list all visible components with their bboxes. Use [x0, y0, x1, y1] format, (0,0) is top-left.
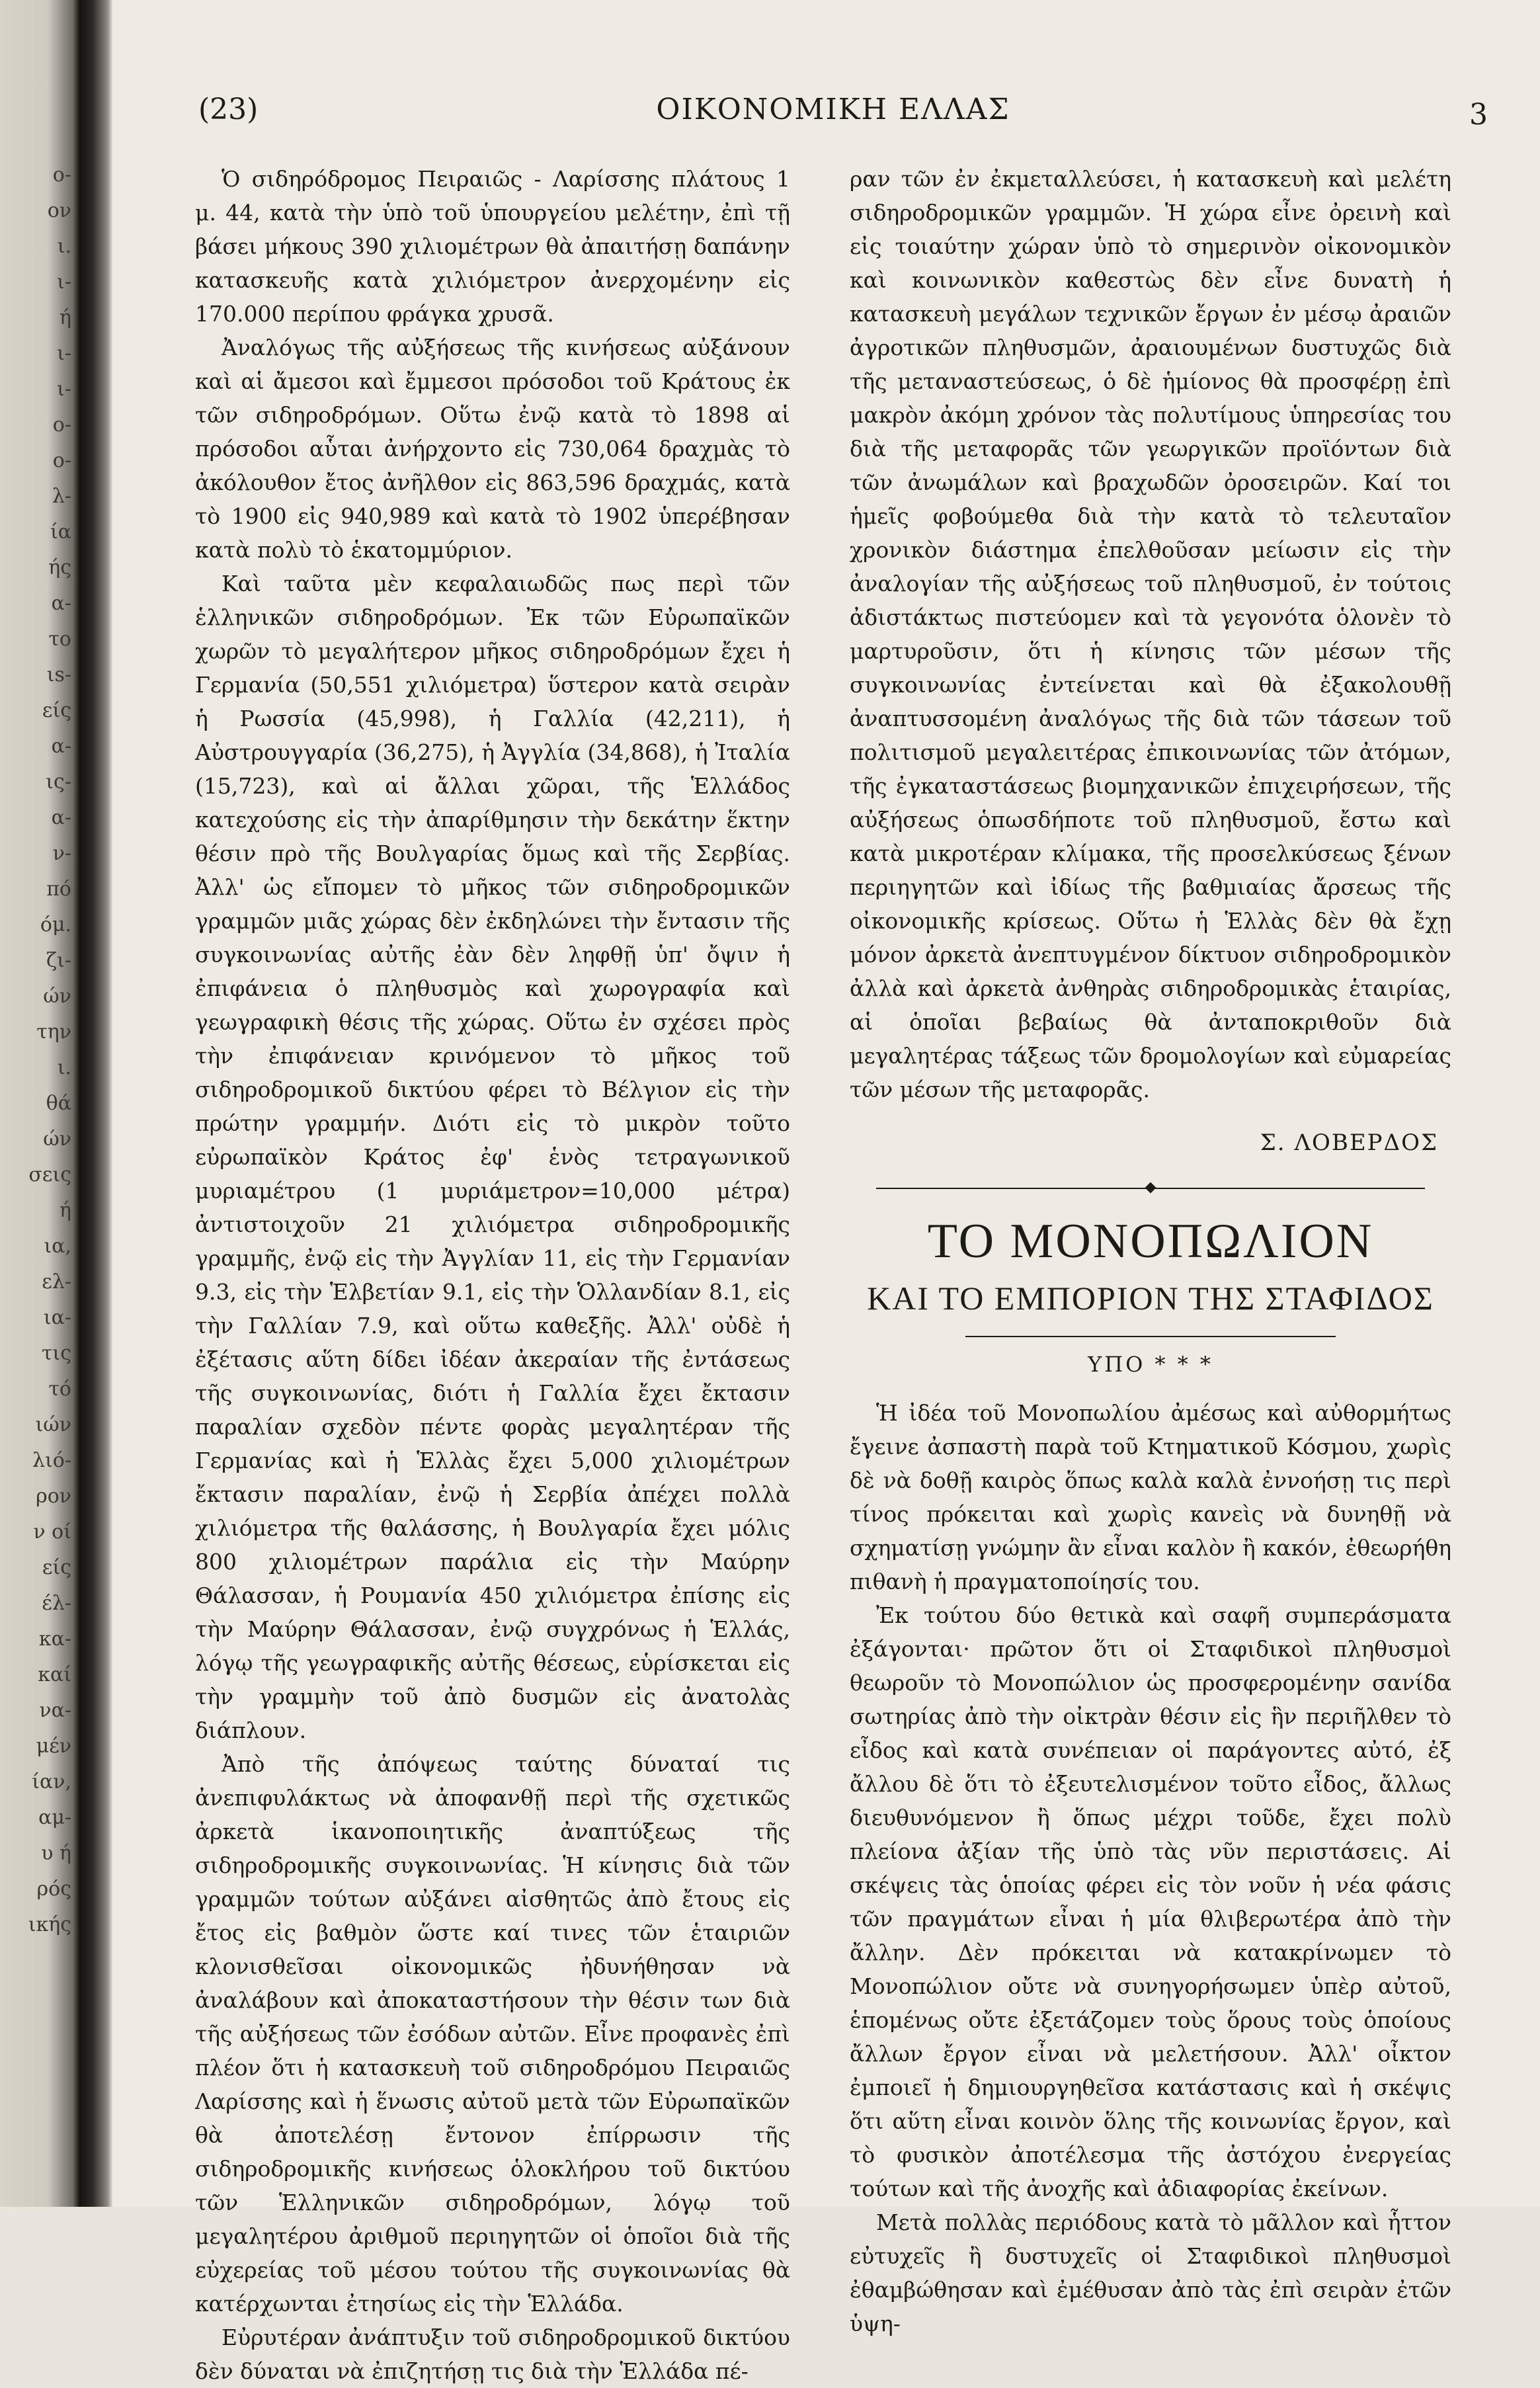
margin-fragment: ίαν,	[32, 1770, 71, 1793]
margin-fragment: υ ή	[41, 1842, 71, 1865]
margin-fragment: α-	[51, 735, 71, 758]
margin-fragment: ο-	[52, 163, 71, 186]
margin-fragment: έλ-	[42, 1592, 71, 1615]
margin-fragment: ελ-	[42, 1270, 71, 1294]
margin-fragment: ο-	[52, 449, 71, 472]
journal-page	[112, 0, 1540, 2384]
margin-fragment: καί	[38, 1663, 71, 1686]
margin-fragment: ον	[47, 199, 71, 222]
margin-fragment: ής	[48, 556, 71, 579]
article-byline: ΥΠΟ * * *	[1088, 1352, 1213, 1377]
paragraph: Ἐκ τούτου δύο θετικὰ καὶ σαφῆ συμπεράσματα ἐξάγονται· πρῶτον ὅτι οἱ Σταφιδικοὶ πληθυσμοὶ θεωροῦν τὸ Μονοπώλιον ὡς προσφερομένην σανίδα σωτηρίας ἀπὸ τὴν οἰκτρὰν θέσιν εἰς ἣν περιῆλθεν τὸ εἶδος καὶ κατὰ συνέπειαν οἱ παράγοντες αὐτό, ἐξ ἄλλου δὲ ὅτι τὸ ἐξευτελισμένον τοῦτο εἶδος, ἄλλως διευθυνόμενον ἢ ὅπως μέχρι τοῦδε, ἔχει πολὺ πλείονα ἀξίαν τῆς ὑπὸ τὰς νῦν περιστάσεις. Αἱ σκέψεις τὰς ὁποίας φέρει εἰς τὸν νοῦν ἡ νέα φάσις τῶν πραγμάτων εἶναι ἡ μία θλιβερωτέρα ἀπὸ τὴν ἄλλην. Δὲν πρόκειται νὰ κατακρίνωμεν τὸ Μονοπώλιον οὔτε νὰ συνηγορήσωμεν ὑπὲρ αὐτοῦ, ἑπομένως οὔτε ἐξετάζομεν τοὺς ὅρους τοὺς ὁποίους ἄλλων ἔργον εἶναι νὰ μελετήσουν. Ἀλλ' οἶκτον ἐμποιεῖ ἡ δημιουργηθεῖσα κατάστασις καὶ ἡ σκέψις ὅτι αὕτη εἶναι κοινὸν ὅλης τῆς κοινωνίας ἔργον, καὶ τὸ φυσικὸν ἀποτέλεσμα τῆς ἀστόχου ἐνεργείας τούτων καὶ τῆς ἀνοχῆς καὶ ἀδιαφορίας ἐκείνων.	[850, 1602, 1451, 2202]
article-title: ΤΟ ΜΟΝΟΠΩΛΙΟΝ	[927, 1214, 1374, 1268]
paragraph: Μετὰ πολλὰς περιόδους κατὰ τὸ μᾶλλον καὶ ἧττον εὐτυχεῖς ἢ δυστυχεῖς οἱ Σταφιδικοὶ πληθυσμοὶ ἐθαμβώθησαν καὶ ἐμέθυσαν ἀπὸ τὰς ἐπὶ σειρὰν ἐτῶν ὑψη-	[850, 2209, 1451, 2336]
book-gutter-shadow	[79, 0, 112, 2207]
paragraph: Ἀναλόγως τῆς αὐξήσεως τῆς κινήσεως αὐξάνουν καὶ αἱ ἄμεσοι καὶ ἔμμεσοι πρόσοδοι τοῦ Κράτους ἐκ τῶν σιδηροδρόμων. Οὕτω ἐνῷ κατὰ τὸ 1898 αἱ πρόσοδοι αὗται ἀνήρχοντο εἰς 730,064 δραχμὰς τὸ ἀκόλουθον ἔτος ἀνῆλθον εἰς 863,596 δραχμάς, κατὰ τὸ 1900 εἰς 940,989 καὶ κατὰ τὸ 1902 ὑπερέβησαν κατὰ πολὺ τὸ ἑκατομμύριον.	[195, 335, 790, 563]
margin-fragment: το	[48, 628, 71, 651]
margin-fragment: σεις	[28, 1163, 71, 1186]
page-number: 3	[1469, 98, 1488, 132]
margin-fragment: ι.	[57, 235, 71, 258]
margin-fragment: ρός	[36, 1877, 71, 1901]
margin-fragment: ια,	[44, 1235, 71, 1258]
margin-fragment: ή	[60, 306, 71, 329]
running-header	[198, 93, 1488, 132]
continued-paragraph: ραν τῶν ἐν ἐκμεταλλεύσει, ἡ κατασκευὴ καὶ μελέτη σιδηροδρομικῶν γραμμῶν. Ἡ χώρα εἶνε ὀρεινὴ καὶ εἰς τοιαύτην χώραν ὑπὸ τὸ σημερινὸν οἰκονομικὸν καὶ κοινωνικὸν καθεστὼς δὲν εἶνε δυνατὴ ἡ κατασκευὴ μεγάλων τεχνικῶν ἔργων ἐν μέσῳ ἀραιῶν ἀγροτικῶν πληθυσμῶν, ἀραιουμένων δυστυχῶς διὰ τῆς μεταναστεύσεως, ὁ δὲ ἡμίονος θὰ προσφέρῃ ἐπὶ μακρὸν ἀκόμη χρόνον τὰς πολυτίμους ὑπηρεσίας του διὰ τῆς μεταφορᾶς τῶν γεωργικῶν προϊόντων διὰ τῶν ἀνωμάλων καὶ βραχωδῶν ὀροσειρῶν. Καί τοι ἡμεῖς φοβούμεθα διὰ τὴν κατὰ τὸ τελευταῖον χρονικὸν διάστημα ἐπελθοῦσαν μείωσιν εἰς τὴν ἀναλογίαν τῆς αὐξήσεως τοῦ πληθυσμοῦ, ἐν τούτοις ἀδιστάκτως πιστεύομεν καὶ τὰ γεγονότα ὁλονὲν τὸ μαρτυροῦσιν, ὅτι ἡ κίνησις τῶν μέσων τῆς συγκοινωνίας ἐντείνεται καὶ θὰ ἐξακολουθῇ ἀναπτυσσομένη ἀναλόγως τῆς διὰ τῶν τάσεων τοῦ πολιτισμοῦ μεγαλειτέρας ἐπικοινωνίας τῶν ἀτόμων, τῆς ἐγκαταστάσεως βιομηχανικῶν ἐπιχειρήσεων, τῆς αὐξήσεως ὁπωσδήποτε τοῦ πληθυσμοῦ, ἔστω καὶ κατὰ μικροτέραν κλίμακα, τῆς προσελκύσεως ξένων περιηγητῶν καὶ ἰδίως τῆς βαθμιαίας ἄρσεως τῆς οἰκονομικῆς κρίσεως. Οὕτω ἡ Ἑλλὰς δὲν θὰ ἔχῃ μόνον ἀρκετὰ ἀνεπτυγμένον δίκτυον σιδηροδρομικὸν ἀλλὰ καὶ ἀρκετὰ ἀνθηρὰς σιδηροδρομικὰς ἑταιρίας, αἱ ὁποῖαι βεβαίως θὰ ἀνταποκριθοῦν διὰ μεγαλητέρας τάξεως τῶν δρομολογίων καὶ εὐμαρείας τῶν μέσων τῆς μεταφορᾶς.	[850, 166, 1451, 1102]
divider-ornament-icon	[1145, 1182, 1156, 1194]
margin-fragment: ικής	[28, 1913, 71, 1936]
margin-fragment: μέν	[36, 1735, 71, 1758]
paragraph: Καὶ ταῦτα μὲν κεφαλαιωδῶς πως περὶ τῶν ἑλληνικῶν σιδηροδρόμων. Ἐκ τῶν Εὐρωπαϊκῶν χωρῶν τὸ μεγαλήτερον μῆκος σιδηροδρόμων ἔχει ἡ Γερμανία (50,551 χιλιόμετρα) ὕστερον κατὰ σειρὰν ἡ Ρωσσία (45,998), ἡ Γαλλία (42,211), ἡ Αὐστρουγγαρία (36,275), ἡ Ἀγγλία (34,868), ἡ Ἰταλία (15,723), καὶ αἱ ἄλλαι χῶραι, τῆς Ἑλλάδος κατεχούσης εἰς τὴν ἀπαρίθμησιν τὴν δεκάτην ἕκτην θέσιν πρὸ τῆς Βουλγαρίας ὅμως καὶ τῆς Σερβίας. Ἀλλ' ὡς εἴπομεν τὸ μῆκος τῶν σιδηροδρομικῶν γραμμῶν μιᾶς χώρας δὲν ἐκδηλώνει τὴν ἔντασιν τῆς συγκοινωνίας αὐτῆς ἐὰν δὲν ληφθῇ ὑπ' ὄψιν ἡ ἐπιφάνεια ὁ πληθυσμὸς καὶ χωρογραφία καὶ γεωγραφικὴ θέσις τῆς χώρας. Οὕτω ἐν σχέσει πρὸς τὴν ἐπιφάνειαν κρινόμενον τὸ μῆκος τοῦ σιδηροδρομικοῦ δικτύου φέρει τὸ Βέλγιον εἰς τὴν πρώτην γραμμήν. Διότι εἰς τὸ μικρὸν τοῦτο εὐρωπαϊκὸν Κράτος ἐφ' ἑνὸς τετραγωνικοῦ μυριαμέτρου (1 μυριάμετρον=10,000 μέτρα) ἀντιστοιχοῦν 21 χιλιόμετρα σιδηροδρομικῆς γραμμῆς, ἐνῷ εἰς τὴν Ἀγγλίαν 11, εἰς τὴν Γερμανίαν 9.3, εἰς τὴν Ἑλβετίαν 9.1, εἰς τὴν Ὁλλανδίαν 8.1, εἰς τὴν Γαλλίαν 7.9, καὶ οὕτω καθεξῆς. Ἀλλ' οὐδὲ ἡ ἐξέτασις αὕτη δίδει ἰδέαν ἀκεραίαν τῆς ἐντάσεως τῆς συγκοινωνίας, διότι ἡ Γαλλία ἔχει ἔκτασιν παραλίαν σχεδὸν πέντε φορὰς μεγαλητέραν τῆς Γερμανίας καὶ ἡ Ἑλλὰς ἔχει 5,000 χιλιομέτρων ἔκτασιν παραλίαν, ἐνῷ ἡ Σερβία ἀπέχει πολλὰ χιλιόμετρα τῆς θαλάσσης, ἡ Βουλγαρία ἔχει μόλις 800 χιλιομέτρων παράλια εἰς τὴν Μαύρην Θάλασσαν, ἡ Ρουμανία 450 χιλιόμετρα ἐπίσης εἰς τὴν Μαύρην Θάλασσαν, ἐνῷ συγχρόνως ἡ Ἑλλάς, λόγῳ τῆς γεωγραφικῆς αὐτῆς θέσεως, εὑρίσκεται εἰς τὴν γραμμὴν τοῦ ἀπὸ δυσμῶν εἰς ἀνατολὰς διάπλουν.	[195, 571, 790, 1743]
margin-fragment: α-	[51, 806, 71, 829]
paragraph: Ἡ ἰδέα τοῦ Μονοπωλίου ἀμέσως καὶ αὐθορμήτως ἔγεινε ἀσπαστὴ παρὰ τοῦ Κτηματικοῦ Κόσμου, χωρὶς δὲ νὰ δοθῇ καιρὸς ὅπως καλὰ καλὰ ἐννοήσῃ τις περὶ τίνος πρόκειται καὶ χωρὶς κανεὶς νὰ δυνηθῇ νὰ σχηματίσῃ γνώμην ἂν εἶναι καλὸν ἢ κακόν, ἐθεωρήθη πιθανὴ ἡ πραγματοποίησίς του.	[850, 1400, 1451, 1594]
paragraph: Εὐρυτέραν ἀνάπτυξιν τοῦ σιδηροδρομικοῦ δικτύου δὲν δύναται νὰ ἐπιζητήσῃ τις διὰ τὴν Ἑλλάδα πέ-	[195, 2325, 790, 2384]
title-rule	[965, 1336, 1336, 1337]
margin-fragment: λιό-	[32, 1449, 71, 1472]
margin-fragment: ρον	[36, 1485, 71, 1508]
margin-fragment: την	[36, 1020, 71, 1044]
margin-fragment: τό	[48, 1378, 71, 1401]
left-column	[195, 162, 790, 2388]
margin-fragment: ζι-	[46, 949, 71, 972]
margin-fragment: ν-	[52, 842, 71, 865]
margin-fragment: ών	[43, 1128, 71, 1151]
margin-fragment: ιs-	[46, 663, 71, 686]
section-divider	[876, 1178, 1425, 1198]
article-subtitle: ΚΑΙ ΤΟ ΕΜΠΟΡΙΟΝ ΤΗΣ ΣΤΑΦΙΔΟΣ	[867, 1280, 1434, 1317]
margin-fragment: είς	[42, 699, 71, 722]
margin-fragment: ι-	[57, 270, 71, 294]
margin-fragment: ι.	[57, 1056, 71, 1079]
margin-fragment: όμ.	[40, 913, 71, 936]
margin-fragment: ή	[60, 1199, 71, 1222]
margin-fragment: ι-	[57, 342, 71, 365]
margin-fragment: ια-	[43, 1306, 71, 1329]
margin-fragment: ία	[50, 520, 71, 544]
margin-fragment: ιών	[35, 1413, 71, 1436]
margin-fragment: λ-	[52, 485, 71, 508]
margin-fragment: α-	[51, 592, 71, 615]
issue-page-label: (23)	[198, 93, 259, 126]
author-signature: Σ. ΛΟΒΕΡΔΟΣ	[1260, 1130, 1438, 1156]
margin-fragment: τις	[41, 1342, 71, 1365]
margin-fragment: θά	[46, 1092, 71, 1115]
margin-fragment: είς	[42, 1556, 71, 1579]
margin-fragment: να-	[39, 1699, 71, 1722]
margin-fragment: ών	[43, 985, 71, 1008]
margin-fragment: πό	[46, 878, 71, 901]
paragraph: Ὁ σιδηρόδρομος Πειραιῶς - Λαρίσσης πλάτους 1 μ. 44, κατὰ τὴν ὑπὸ τοῦ ὑπουργείου μελέτην, ἐπὶ τῇ βάσει μήκους 390 χιλιομέτρων θὰ ἀπαιτήσῃ δαπάνην κατασκευῆς κατὰ χιλιόμετρον ἀνερχομένην εἰς 170.000 περίπου φράγκα χρυσᾶ.	[195, 166, 790, 327]
margin-fragment: κα-	[38, 1627, 71, 1651]
right-column	[850, 162, 1451, 2340]
margin-fragment: ις-	[46, 770, 71, 794]
journal-title: ΟΙΚΟΝΟΜΙΚΗ ΕΛΛΑΣ	[656, 93, 1010, 126]
margin-fragment: ο-	[52, 413, 71, 436]
margin-fragment: ν οί	[33, 1520, 71, 1544]
paragraph: Ἀπὸ τῆς ἀπόψεως ταύτης δύναταί τις ἀνεπιφυλάκτως νὰ ἀποφανθῇ περὶ τῆς σχετικῶς ἀρκετὰ ἱκανοποιητικῆς ἀναπτύξεως τῆς σιδηροδρομικῆς συγκοινωνίας. Ἡ κίνησις διὰ τῶν γραμμῶν τούτων αὐξάνει αἰσθητῶς ἀπὸ ἔτους εἰς ἔτος εἰς βαθμὸν ὥστε καί τινες τῶν ἑταιριῶν κλονισθεῖσαι οἰκονομικῶς ἠδυνήθησαν νὰ ἀναλάβουν καὶ ἀποκαταστήσουν τὴν θέσιν των διὰ τῆς αὐξήσεως τῶν ἐσόδων αὐτῶν. Εἶνε προφανὲς ἐπὶ πλέον ὅτι ἡ κατασκευὴ τοῦ σιδηροδρόμου Πειραιῶς Λαρίσσης καὶ ἡ ἕνωσις αὐτοῦ μετὰ τῶν Εὐρωπαϊκῶν θὰ ἀποτελέσῃ ἔντονον ἐπίρρωσιν τῆς σιδηροδρομικῆς κινήσεως ὁλοκλήρου τοῦ δικτύου τῶν Ἑλληνικῶν σιδηροδρόμων, λόγῳ τοῦ μεγαλητέρου ἀριθμοῦ περιηγητῶν οἱ ὁποῖοι διὰ τῆς εὐχερείας τοῦ μέσου τούτου τῆς συγκοινωνίας θὰ κατέρχωνται ἐτησίως εἰς τὴν Ἑλλάδα.	[195, 1751, 790, 2317]
margin-fragment: ι-	[57, 378, 71, 401]
margin-fragment: αμ-	[38, 1806, 71, 1829]
adjacent-page-text-fragments	[0, 0, 74, 2207]
